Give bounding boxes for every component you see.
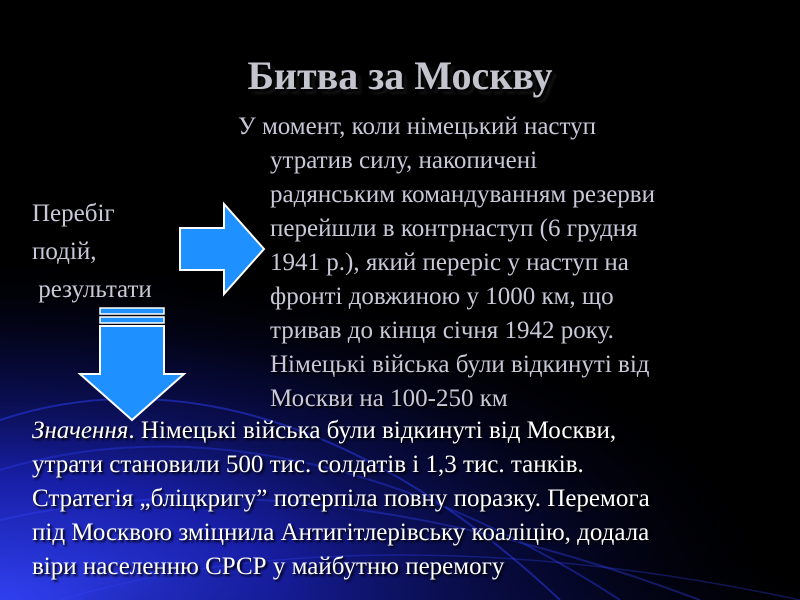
bullet-line: У момент, коли німецький наступ (238, 113, 597, 140)
meaning-heading: Значення (32, 417, 129, 444)
bullet-line: Німецькі війська були відкинуті від (270, 351, 650, 378)
slide-title: Битва за Москву (247, 53, 553, 98)
meaning-paragraph (32, 414, 650, 584)
bullet-line: 1941 р.), який переріс у наступ на (270, 249, 629, 276)
meaning-line: віри населенню СРСР у майбутню перемогу (32, 553, 505, 580)
bullet-line: радянським командуванням резерви (270, 181, 655, 208)
bullet-line: тривав до кінця січня 1942 року. (270, 317, 614, 344)
side-label-line: Перебіг (32, 200, 115, 227)
bullet-line: перейшли в контрнаступ (6 грудня (270, 215, 638, 242)
bullet-line: Москви на 100-250 км (270, 385, 508, 412)
bullet-line: утратив силу, накопичені (270, 147, 538, 174)
meaning-line: утрати становили 500 тис. солдатів і 1,3 тис. танків. (32, 451, 584, 478)
down-arrow-icon (80, 308, 184, 420)
side-label-line: результати (32, 276, 152, 303)
meaning-line: під Москвою зміцнила Антигітлерівську коаліцію, додала (32, 519, 650, 546)
bullet-line: фронті довжиною у 1000 км, що (270, 283, 614, 310)
meaning-line: Стратегія „бліцкригу” потерпіла повну поразку. Перемога (32, 485, 650, 512)
side-label (32, 195, 152, 309)
meaning-line: . Німецькі війська були відкинуті від Москви, (128, 417, 617, 444)
side-label-line: подій, (32, 238, 97, 265)
main-bullet-text (238, 110, 655, 416)
